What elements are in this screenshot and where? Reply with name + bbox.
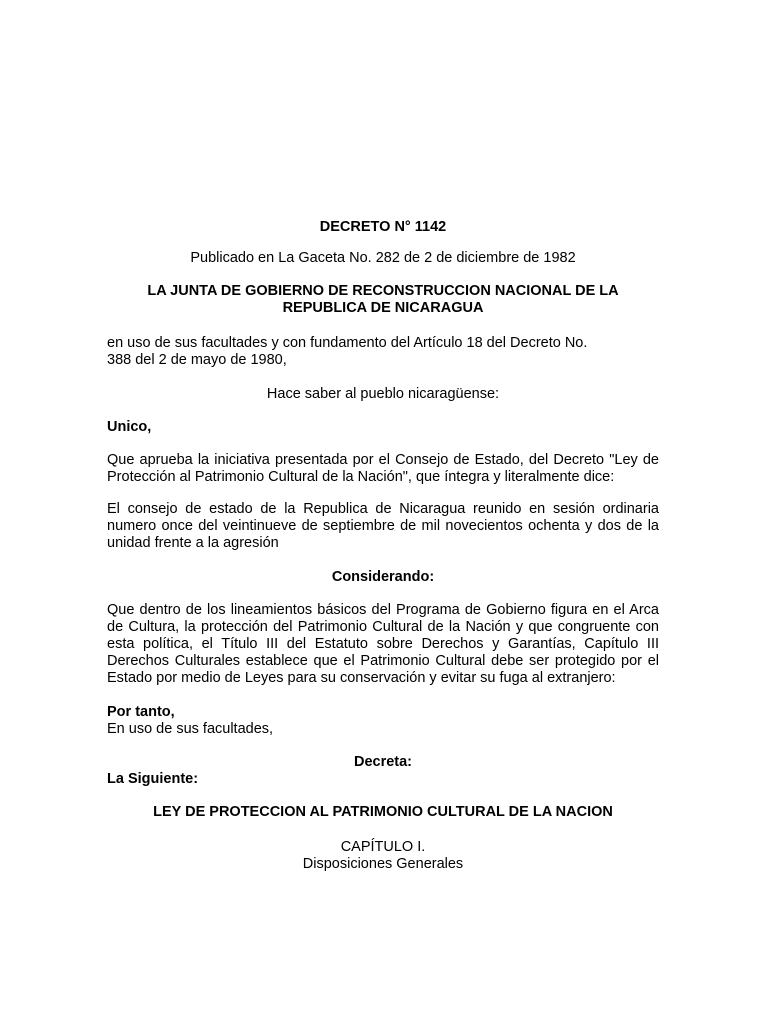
uso-facultades-paragraph: en uso de sus facultades y con fundamento del Artículo 18 del Decreto No. 388 del 2 de mayo de 1980, (107, 335, 588, 368)
capitulo-heading: CAPÍTULO I. (340, 839, 426, 855)
gazette-publication: Publicado en La Gaceta No. 282 de 2 de diciembre de 1982 (190, 250, 576, 266)
decreta-heading: Decreta: (353, 754, 413, 770)
en-uso-line: En uso de sus facultades, (107, 721, 274, 737)
considerando-heading: Considerando: (331, 569, 435, 585)
consejo-paragraph: El consejo de estado de la Republica de Nicaragua reunido en sesión ordinaria numero once del veintinueve de septiembre de mil novecientos ochenta y dos de la unidad frente a la agresión (107, 501, 659, 551)
que-aprueba-paragraph: Que aprueba la iniciativa presentada por el Consejo de Estado, del Decreto "Ley de Protección al Patrimonio Cultural de la Nación", que íntegra y literalmente dice: (107, 452, 659, 485)
unico-heading: Unico, (107, 419, 152, 435)
decree-title: DECRETO N° 1142 (319, 219, 447, 235)
document-page (107, 219, 659, 873)
junta-heading: LA JUNTA DE GOBIERNO DE RECONSTRUCCION NACIONAL DE LA REPUBLICA DE NICARAGUA (147, 283, 619, 316)
por-tanto-heading: Por tanto, (107, 704, 175, 720)
la-siguiente-heading: La Siguiente: (107, 771, 199, 787)
ley-title: LEY DE PROTECCION AL PATRIMONIO CULTURAL DE LA NACION (153, 804, 613, 820)
que-dentro-paragraph: Que dentro de los lineamientos básicos del Programa de Gobierno figura en el Arca de Cultura, la protección del Patrimonio Cultural de la Nación y que congruente con esta política, el Título III del Estatuto sobre Derechos y Garantías, Capítulo III Derechos Culturales establece que el Patrimonio Cultural debe ser protegido por el Estado por medio de Leyes para su conservación y evitar su fuga al extranjero: (107, 602, 659, 686)
disposiciones-heading: Disposiciones Generales (302, 856, 464, 872)
hace-saber-line: Hace saber al pueblo nicaragüense: (266, 386, 500, 402)
